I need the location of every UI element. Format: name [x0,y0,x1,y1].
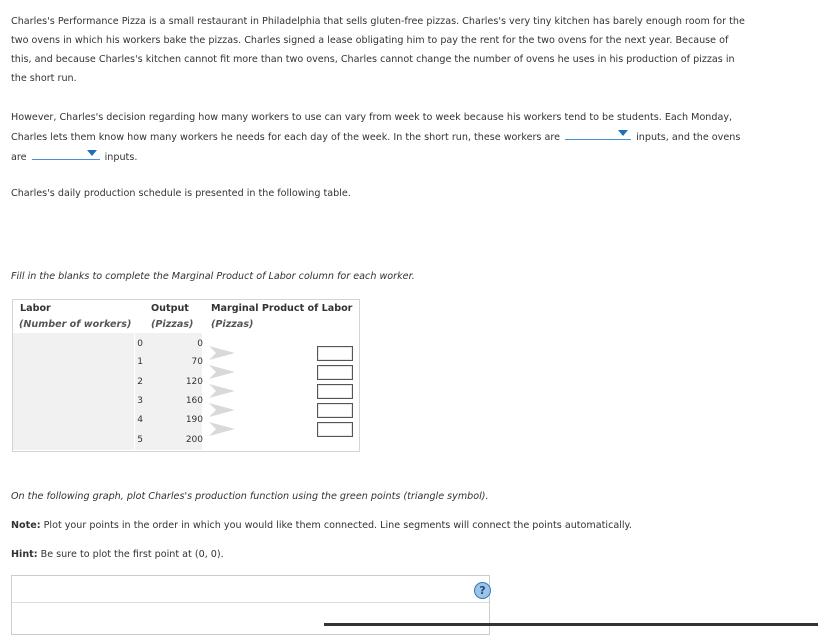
graph-hint [11,549,224,560]
output-cell: 160 [185,396,203,406]
labor-cell: 1 [137,357,143,367]
intro-paragraph-1: Charles's Performance Pizza is a small restaurant in Philadelphia that sells gluten-free pizzas. Charles's very tiny kitchen has barely enough room for the two ovens in which his workers bake the pizzas. Charles signed a lease obligating him to pay the rent for the two ovens for the next year. Because of this, and because Charles's kitchen cannot fit more than two ovens, Charles cannot change the number of ovens he uses in his production of pizzas in the short run. [11,16,745,84]
header-labor: Labor [20,303,51,314]
column-divider [134,333,135,450]
chevron-right-icon [209,403,235,417]
graph-panel-divider [12,602,489,603]
graph-panel [11,575,490,635]
output-cell: 0 [197,339,203,349]
production-table [12,299,360,452]
mpl-input-worker-1[interactable] [317,346,353,361]
ovens-input-type-dropdown[interactable] [32,147,100,160]
chevron-right-icon [209,422,235,436]
mpl-input-worker-5[interactable] [317,422,353,437]
output-cell: 70 [191,357,203,367]
header-output-sub: (Pizzas) [151,319,194,330]
header-labor-sub: (Number of workers) [19,319,132,330]
intro-paragraph-3: Charles's daily production schedule is presented in the following table. [11,188,351,199]
intro-paragraph-2-part1: However, Charles's decision regarding how many workers to use can vary from week to week because his workers tend to be students. Each Monday, Charles lets them know how many workers he needs for each day of the week. In the short run, these workers are [11,112,733,143]
header-output: Output [151,303,189,314]
table-instruction: Fill in the blanks to complete the Marginal Product of Labor column for each worker. [11,271,415,282]
labor-cell: 5 [137,435,143,445]
note-label: Note: [11,520,41,531]
labor-cell: 2 [137,377,143,387]
header-mpl: Marginal Product of Labor [211,303,353,314]
mpl-input-worker-3[interactable] [317,384,353,399]
output-cell: 120 [185,377,203,387]
chevron-down-icon [87,150,97,156]
output-cell: 190 [185,415,203,425]
hint-label: Hint: [11,549,38,560]
labor-cell: 0 [137,339,143,349]
intro-paragraph-2-part2: inputs, and the ovens are [11,132,741,163]
note-text: Plot your points in the order in which you would like them connected. Line segments will connect the points automatically. [43,520,632,531]
chevron-right-icon [209,384,235,398]
help-icon[interactable]: ? [474,582,491,599]
intro-paragraph-2 [11,108,751,167]
output-cell: 200 [185,435,203,445]
intro-paragraph-2-part3: inputs. [104,152,138,163]
graph-note [11,520,632,531]
mpl-input-worker-2[interactable] [317,365,353,380]
chevron-right-icon [209,346,235,360]
mpl-input-worker-4[interactable] [317,403,353,418]
table-body [13,333,202,450]
workers-input-type-dropdown[interactable] [565,127,631,140]
labor-cell: 3 [137,396,143,406]
graph-instruction: On the following graph, plot Charles's production function using the green points (triangle symbol). [11,491,489,502]
header-mpl-sub: (Pizzas) [211,319,254,330]
labor-cell: 4 [137,415,143,425]
hint-text: Be sure to plot the first point at (0, 0). [40,549,224,560]
chevron-right-icon [209,365,235,379]
chevron-down-icon [618,130,628,136]
